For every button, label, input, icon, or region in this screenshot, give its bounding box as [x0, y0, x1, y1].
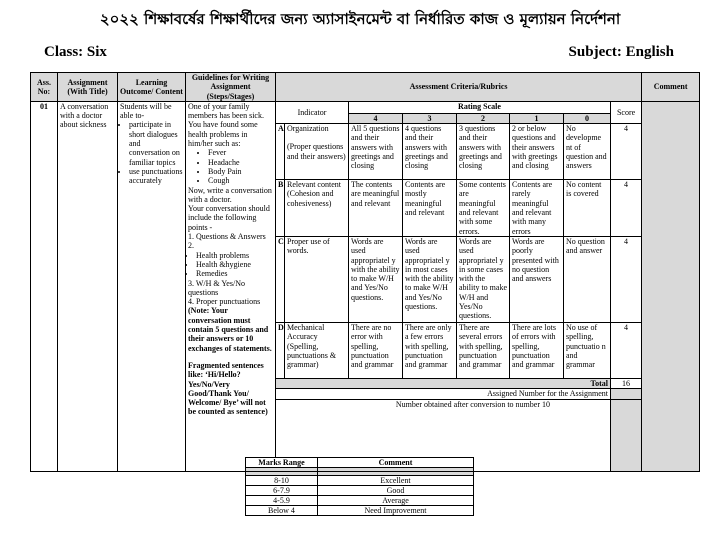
marks-range: Below 4: [246, 506, 318, 516]
marks-range: 4-5.9: [246, 496, 318, 506]
marks-row: [246, 506, 474, 516]
outcome-item: • use punctuations accurately: [129, 167, 183, 186]
assignment-number: 01: [31, 101, 58, 471]
guidelines: [186, 101, 276, 471]
criteria-letter: C: [276, 236, 285, 322]
marks-comment: Average: [318, 496, 474, 506]
obtained-label: Number obtained after conversion to number 10: [276, 399, 611, 471]
total-label: Total: [276, 378, 611, 388]
criteria-r4: The contents are meaningful and relevant: [349, 180, 403, 237]
criteria-r4: All 5 questions and their answers with greetings and closing: [349, 124, 403, 180]
criteria-indicator: [285, 124, 349, 180]
criteria-r3: Contents are mostly meaningful and relevant: [403, 180, 457, 237]
learning-outcome: [118, 101, 186, 471]
marks-header-range: Marks Range: [246, 458, 318, 468]
criteria-score: 4: [611, 180, 642, 237]
criteria-r2: 3 questions and their answers with greetings and closing: [457, 124, 510, 180]
class-label: Class: Six: [44, 44, 107, 60]
header-criteria: Assessment Criteria/Rubrics: [276, 73, 642, 102]
criteria-letter: D: [276, 322, 285, 378]
sub-point: • Health problems: [196, 251, 273, 260]
indicator-name: Organization: [287, 124, 329, 134]
marks-range: 6-7.9: [246, 486, 318, 496]
guide-point: 3. W/H & Yes/No questions: [188, 278, 245, 297]
header-ass-no: Ass. No:: [31, 73, 58, 102]
criteria-indicator: Mechanical Accuracy (Spelling, punctuations & grammar): [285, 322, 349, 378]
rating-1: 1: [510, 113, 564, 123]
obtained-value: [611, 399, 642, 471]
criteria-indicator: Relevant content (Cohesion and cohesiveness): [285, 180, 349, 237]
marks-range: 8-10: [246, 476, 318, 486]
marks-range-table: [245, 457, 474, 516]
criteria-letter: B: [276, 180, 285, 237]
criteria-r1: Contents are rarely meaningful and relevant with many errors: [510, 180, 564, 237]
guide-intro: One of your family members has been sick. You have found some health problems in him/her such as:: [188, 101, 264, 149]
sub-point: • Health &hygiene: [196, 260, 273, 269]
header-assignment: Assignment (With Title): [58, 73, 118, 102]
assigned-label: Assigned Number for the Assignment: [276, 389, 611, 399]
rating-scale-header: Rating Scale: [349, 101, 611, 113]
criteria-r1: Words are poorly presented with no question and answers: [510, 236, 564, 322]
criteria-r1: There are lots of errors with spelling, punctuation and grammar: [510, 322, 564, 378]
criteria-r4: There are no error with spelling, punctuation and grammar: [349, 322, 403, 378]
assignment-title: A conversation with a doctor about sickness: [58, 101, 118, 471]
guide-note: (Note: Your conversation must contain 5 questions and their answers or 10 exchanges of statements.: [188, 306, 272, 353]
outcome-item: • participate in short dialogues and conversation on familiar topics: [129, 120, 183, 166]
outcome-intro: Students will be able to-: [120, 101, 172, 121]
criteria-r0: No content is covered: [564, 180, 611, 237]
marks-row: [246, 486, 474, 496]
criteria-r2: Some contents are meaningful and relevant with some errors.: [457, 180, 510, 237]
criteria-r1: 2 or below questions and their answers with greetings and closing: [510, 124, 564, 180]
rating-0: 0: [564, 113, 611, 123]
criteria-r0: No question and answer: [564, 236, 611, 322]
rating-4: 4: [349, 113, 403, 123]
guide-mid: Now, write a conversation with a doctor.: [188, 185, 272, 204]
indicator-sub: (Proper questions and their answers): [287, 142, 346, 161]
marks-comment: Excellent: [318, 476, 474, 486]
marks-row: [246, 496, 474, 506]
assignment-table: [30, 72, 700, 472]
criteria-score: 4: [611, 236, 642, 322]
guide-point: 4. Proper punctuations: [188, 297, 261, 307]
sub-point: • Remedies: [196, 269, 273, 278]
marks-comment: Good: [318, 486, 474, 496]
marks-header-comment: Comment: [318, 458, 474, 468]
guide-point: 1. Questions & Answers: [188, 232, 266, 242]
symptom-item: • Body Pain: [208, 167, 273, 176]
subject-label: Subject: English: [568, 44, 674, 60]
criteria-score: 4: [611, 322, 642, 378]
criteria-indicator: Proper use of words.: [285, 236, 349, 322]
indicator-header: Indicator: [276, 101, 349, 123]
symptom-item: • Cough: [208, 176, 273, 185]
assigned-value: [611, 389, 642, 399]
symptom-item: • Fever: [208, 148, 273, 157]
guide-points-intro: Your conversation should include the following points -: [188, 204, 270, 232]
criteria-r2: There are several errors with spelling, punctuation and grammar: [457, 322, 510, 378]
page-title: ২০২২ শিক্ষাবর্ষের শিক্ষার্থীদের জন্য অ্যাসাইনমেন্ট বা নির্ধারিত কাজ ও মূল্যায়ন নির্দেশনা: [99, 10, 621, 28]
guide-fragment: Fragmented sentences like: ‘Hi/Hello?Yes/No/Very Good/Thank You/ Welcome/ Bye’ will not be counted as sentence): [188, 360, 268, 417]
guide-point: 2.: [188, 241, 194, 251]
symptom-item: • Headache: [208, 158, 273, 167]
criteria-r3: There are only a few errors with spelling, punctuation and grammar: [403, 322, 457, 378]
total-value: 16: [611, 378, 642, 388]
header-guidelines: Guidelines for Writing Assignment (Steps/Stages): [186, 73, 276, 102]
criteria-r0: No use of spelling, punctuatio n and grammar: [564, 322, 611, 378]
criteria-r4: Words are used appropriatel y with the ability to make W/H and Yes/No questions.: [349, 236, 403, 322]
marks-row: [246, 476, 474, 486]
rating-2: 2: [457, 113, 510, 123]
criteria-score: 4: [611, 124, 642, 180]
criteria-letter: A: [276, 124, 285, 180]
comment-cell: [642, 101, 700, 471]
criteria-r2: Words are used appropriatel y in some cases with the ability to make W/H and Yes/No questions.: [457, 236, 510, 322]
criteria-r3: Words are used appropriatel y in most cases with the ability to make W/H and Yes/No questions.: [403, 236, 457, 322]
header-outcome: Learning Outcome/ Content: [118, 73, 186, 102]
criteria-r3: 4 questions and their answers with greetings and closing: [403, 124, 457, 180]
header-comment: Comment: [642, 73, 700, 102]
marks-comment: Need Improvement: [318, 506, 474, 516]
rating-3: 3: [403, 113, 457, 123]
score-header: Score: [611, 101, 642, 123]
criteria-r0: No developme nt of question and answers: [564, 124, 611, 180]
